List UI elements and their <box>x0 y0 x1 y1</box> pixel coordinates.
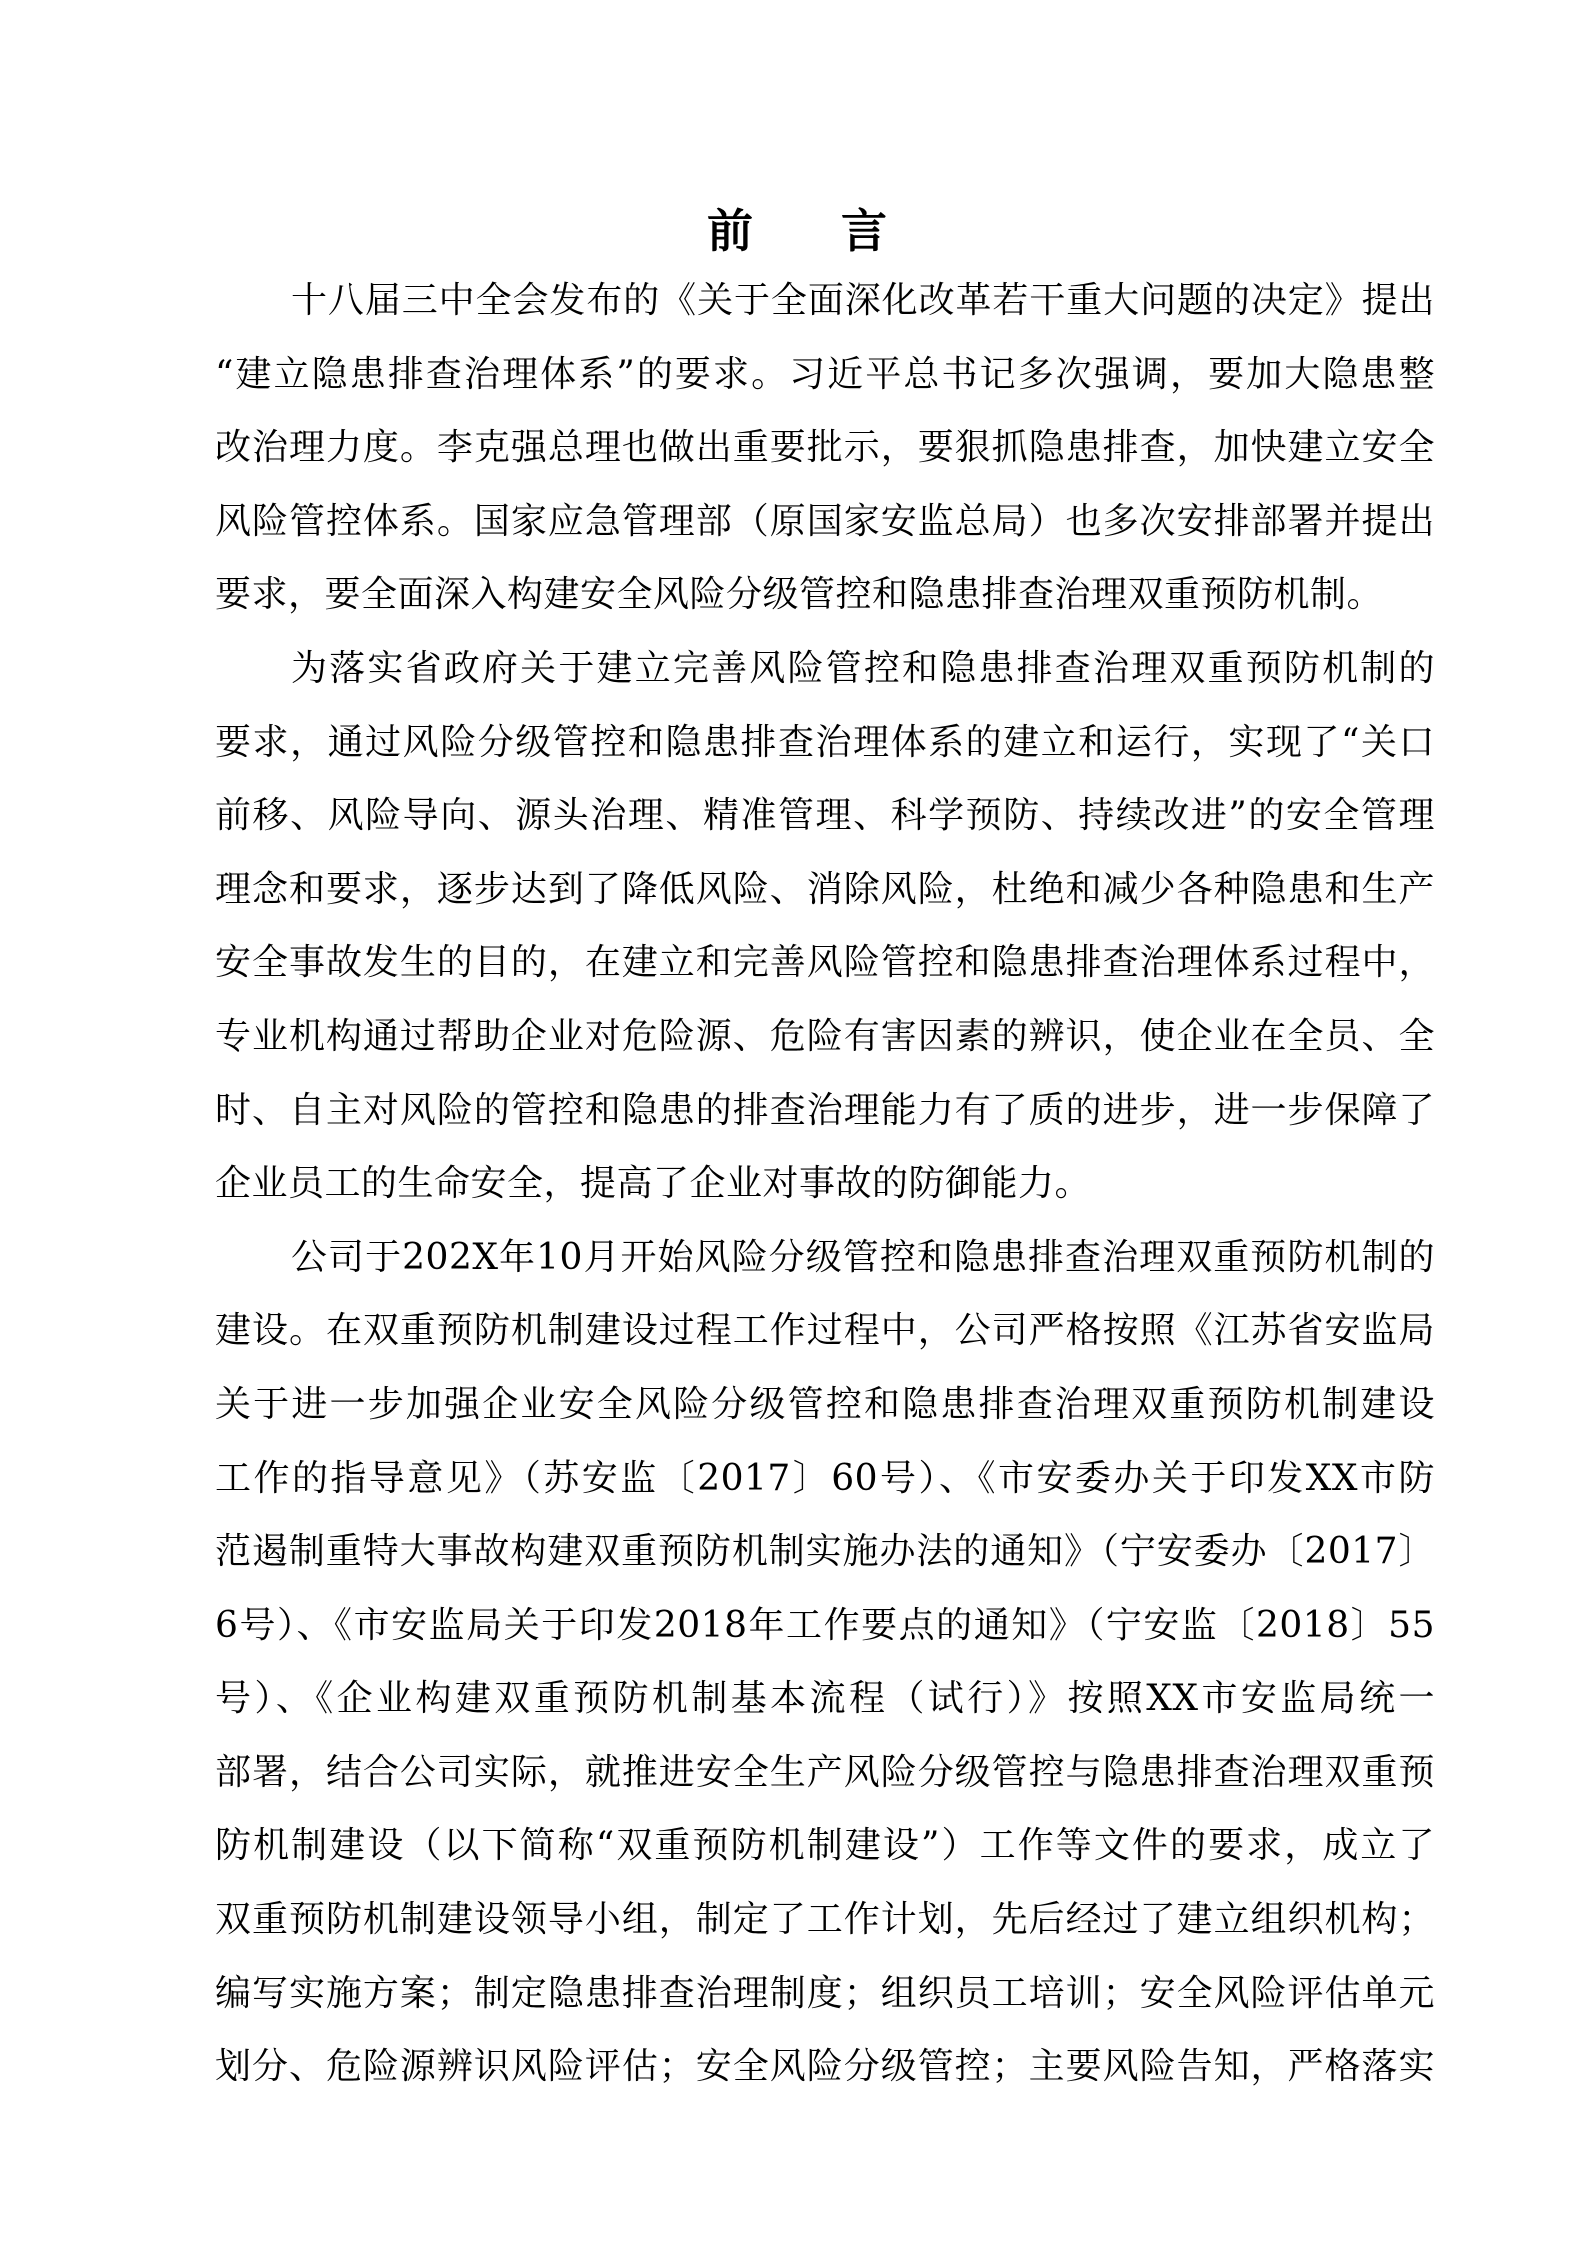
text-line: 改治理力度。李克强总理也做出重要批示，要狠抓隐患排查，加快建立安全 <box>215 427 1435 469</box>
text-line: 风险管控体系。国家应急管理部（原国家安监总局）也多次安排部署并提出 <box>215 500 1435 542</box>
text-line: 6号）、《市安监局关于印发2018年工作要点的通知》（宁安监〔2018〕55 <box>215 1604 1435 1646</box>
text-line: 建设。在双重预防机制建设过程工作过程中，公司严格按照《江苏省安监局 <box>215 1310 1435 1352</box>
text-line: 为落实省政府关于建立完善风险管控和隐患排查治理双重预防机制的 <box>291 647 1435 689</box>
text-line: 时、自主对风险的管控和隐患的排查治理能力有了质的进步，进一步保障了 <box>215 1089 1435 1131</box>
body-text <box>215 264 1435 2104</box>
text-line: 部署，结合公司实际，就推进安全生产风险分级管控与隐患排查治理双重预 <box>215 1751 1435 1793</box>
text-line: 要求，要全面深入构建安全风险分级管控和隐患排查治理双重预防机制。 <box>215 574 1384 616</box>
text-line: 划分、危险源辨识风险评估；安全风险分级管控；主要风险告知，严格落实 <box>215 2046 1435 2088</box>
text-line: 前移、风险导向、源头治理、精准管理、科学预防、持续改进”的安全管理 <box>215 795 1435 837</box>
page-title: 前 言 <box>706 204 923 258</box>
text-line: 范遏制重特大事故构建双重预防机制实施办法的通知》（宁安委办〔2017〕 <box>215 1531 1435 1573</box>
text-line: 十八届三中全会发布的《关于全面深化改革若干重大问题的决定》提出 <box>291 280 1435 321</box>
text-line: 号）、《企业构建双重预防机制基本流程（试行）》按照XX市安监局统一 <box>215 1678 1435 1720</box>
text-line: 专业机构通过帮助企业对危险源、危险有害因素的辨识，使企业在全员、全 <box>215 1015 1435 1057</box>
text-line: 理念和要求，逐步达到了降低风险、消除风险，杜绝和减少各种隐患和生产 <box>215 868 1435 910</box>
text-line: 要求，通过风险分级管控和隐患排查治理体系的建立和运行，实现了“关口 <box>215 721 1435 763</box>
text-line: 公司于202X年10月开始风险分级管控和隐患排查治理双重预防机制的 <box>291 1236 1435 1278</box>
text-line: 双重预防机制建设领导小组，制定了工作计划，先后经过了建立组织机构； <box>215 1899 1435 1941</box>
text-line: 企业员工的生命安全，提高了企业对事故的防御能力。 <box>215 1163 1092 1205</box>
text-line: 关于进一步加强企业安全风险分级管控和隐患排查治理双重预防机制建设 <box>215 1383 1435 1425</box>
text-line: 工作的指导意见》（苏安监〔2017〕60号）、《市安委办关于印发XX市防 <box>215 1457 1435 1499</box>
text-line: 防机制建设（以下简称“双重预防机制建设”）工作等文件的要求，成立了 <box>215 1825 1435 1867</box>
text-line: 安全事故发生的目的，在建立和完善风险管控和隐患排查治理体系过程中， <box>215 942 1435 984</box>
text-line: 编写实施方案；制定隐患排查治理制度；组织员工培训；安全风险评估单元 <box>215 1972 1435 2014</box>
text-line: “建立隐患排查治理体系”的要求。习近平总书记多次强调，要加大隐患整 <box>215 353 1435 395</box>
